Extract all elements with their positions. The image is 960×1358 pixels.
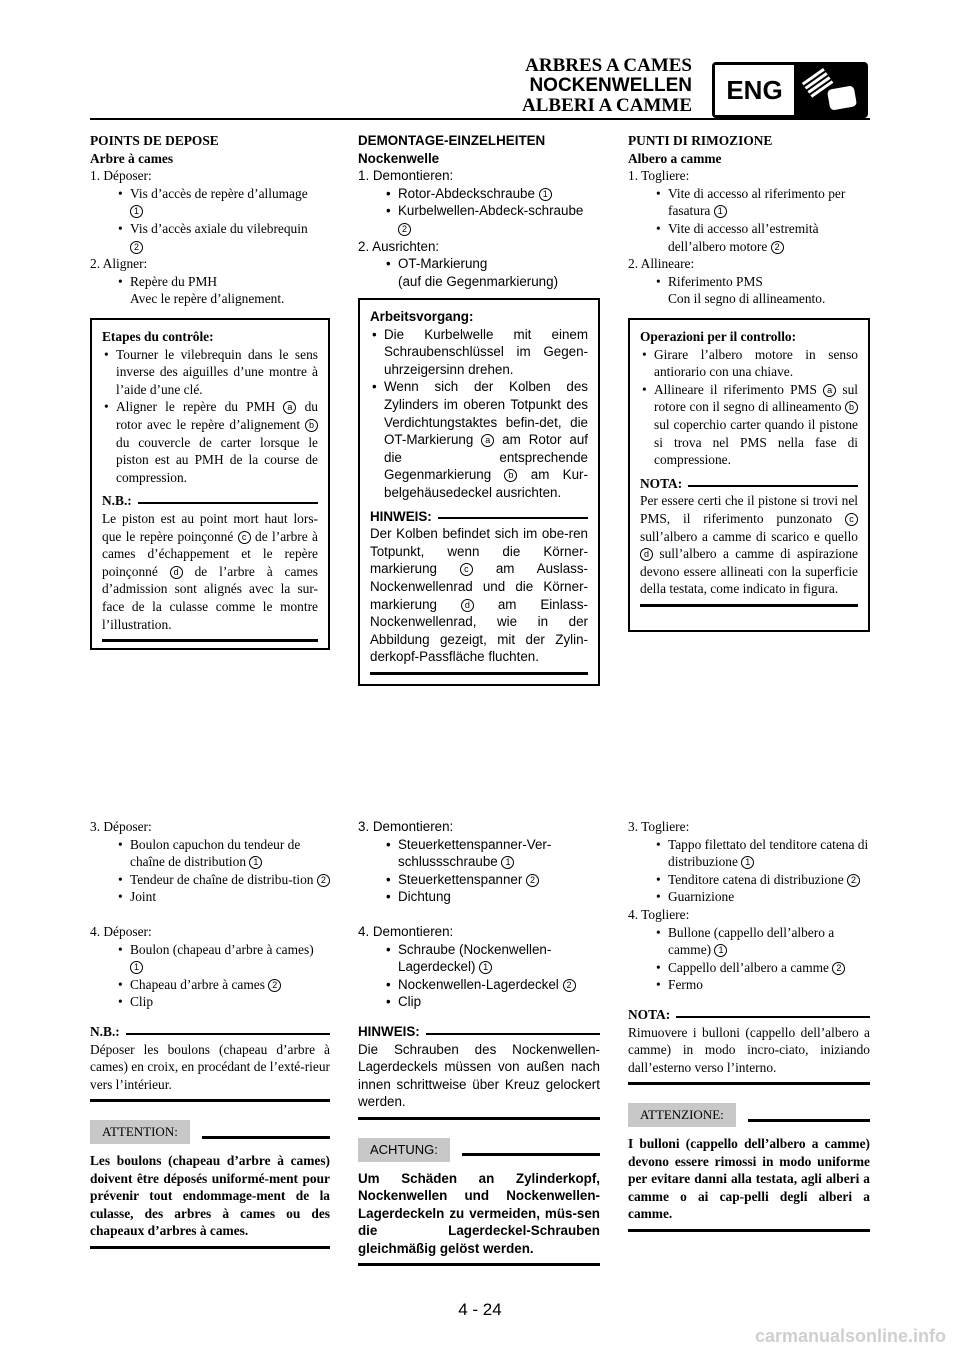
it-warn-text: I bulloni (cappello dell’albero a camme) devono essere rimossi in modo uniforme per evitare danni alla testata, agli alberi a camme o ai cap-pelli degli alberi a camme. [628,1135,870,1222]
it-step2-item1: • Riferimento PMS [628,273,868,291]
fr-step4-item1: • Boulon (chapeau d’arbre à cames) 1 [90,941,330,976]
it-note2-rule [628,1082,870,1085]
watermark: carmanualsonline.info [754,1326,946,1346]
engine-icon [797,65,865,115]
de-top [358,132,598,290]
fr-note-text: Le piston est au point mort haut lors-que le repère poinçonné c de l’arbre à cames d’échappement et le repère poinçonné d de l’arbre à cames d’admission sont alignés avec la sur-face de la culasse comme le montre l’illustration. [102,510,318,632]
it-step4-item3: • Fermo [628,976,870,994]
fr-check-box [90,318,330,650]
de-step2-item1b: (auf die Gegenmarkierung) [398,273,559,289]
it-step1: 1. Togliere: [628,168,690,184]
it-step4-item2: • Cappello dell’albero a camme 2 [628,959,870,977]
de-step2: 2. Ausrichten: [358,238,440,254]
fr-step3-item1: • Boulon capuchon du tendeur de chaîne de distribution 1 [90,836,330,871]
it-box-item1: • Girare l’albero motore in senso antiorario con una chiave. [640,346,858,381]
fr-step4-item2: • Chapeau d’arbre à cames 2 [90,976,330,994]
fr-box-item1: • Tourner le vilebrequin dans le sens inverse des aiguilles d’une montre à l’aide d’une clé. [102,346,318,399]
de-bottom [358,818,600,1266]
fr-box-rule [102,639,318,642]
section-titles [522,56,692,116]
fr-step4: 4. Déposer: [90,923,152,939]
de-warn-text: Um Schäden an Zylinderkopf, Nockenwellen und Nockenwellen-Lagerdeckeln zu vermeiden, müs-sen die Lagerdeckel-Schrauben gleichmäßig gelöst werden. [358,1170,600,1256]
header-rule [90,118,870,120]
page-number: 4 - 24 [458,1300,502,1319]
fr-warn-text: Les boulons (chapeau d’arbre à cames) doivent être déposés uniformé-ment pour prévenir tout endommage-ment de la culasse, des arbres à cames ou des chapeaux d’arbres à cames. [90,1152,330,1239]
de-note2-rule [358,1117,600,1120]
it-step3-item1: • Tappo filettato del tenditore catena di distribuzione 1 [628,836,870,871]
fr-bottom [90,818,330,1249]
fr-heading: POINTS DE DEPOSE [90,133,219,148]
de-step2-item1: • OT-Markierung [358,255,598,273]
de-note2-head: HINWEIS: [358,1023,600,1041]
de-warn-head: ACHTUNG: [358,1138,600,1162]
fr-box-title: Etapes du contrôle: [102,329,214,344]
fr-subheading: Arbre à cames [90,150,174,166]
fr-top [90,132,330,308]
de-step3-item2: • Steuerkettenspanner 2 [358,871,600,889]
de-step1-item2: • Kurbelwellen-Abdeck-schraube 2 [358,202,598,237]
fr-note2-text: Déposer les boulons (chapeau d’arbre à cames) en croix, en procédant de l’exté-rieur vers l’intérieur. [90,1041,330,1092]
de-box-item1: • Die Kurbelwelle mit einem Schraubenschlüssel im Gegen-uhrzeigersinn drehen. [370,326,588,379]
it-step3-item2: • Tenditore catena di distribuzione 2 [628,871,870,889]
fr-note-head: N.B.: [102,492,318,510]
it-top [628,132,868,308]
de-note2-text: Die Schrauben des Nockenwellen-Lagerdeckels müssen von außen nach innen schrittweise über Kreuz gelockert werden. [358,1041,600,1110]
de-check-box [358,298,600,686]
fr-note2-head: N.B.: [90,1023,330,1041]
it-note-head: NOTA: [640,475,858,493]
it-check-box [628,318,870,632]
de-step4-item1: • Schraube (Nockenwellen-Lagerdeckel) 1 [358,941,600,976]
it-heading: PUNTI DI RIMOZIONE [628,133,773,148]
de-step4: 4. Demontieren: [358,923,454,939]
de-step4-item2: • Nockenwellen-Lagerdeckel 2 [358,976,600,994]
de-step3: 3. Demontieren: [358,819,454,834]
de-subheading: Nockenwelle [358,150,440,166]
de-box-item2: • Wenn sich der Kolben des Zylinders im oberen Totpunkt des Verdichtungstaktes befin-det, die OT-Markierung a am Rotor auf die entsprechende Gegenmarkierung b am Kur-belgehäusedeckel ausrichten. [370,378,588,501]
it-step2: 2. Allineare: [628,256,695,272]
section-tag: ENG [715,65,797,115]
fr-step3-item2: • Tendeur de chaîne de distribu-tion 2 [90,871,330,889]
it-note-text: Per essere certi che il pistone si trovi nel PMS, il riferimento punzonato c sull’albero a camme di scarico e quello d sull’albero a camme di aspirazione devono essere allineati con la superficie della testata, come indicato in figura. [640,493,858,597]
de-step3-item3: • Dichtung [358,888,600,906]
title-it: ALBERI A CAMME [522,95,692,116]
title-fr: ARBRES A CAMES [525,55,692,76]
fr-step3-item3: • Joint [90,888,330,906]
de-step3-item1: • Steuerkettenspanner-Ver-schlussschraube 1 [358,836,600,871]
it-note2-head: NOTA: [628,1006,870,1024]
de-step4-item3: • Clip [358,993,600,1011]
fr-warn-rule [90,1246,330,1249]
it-warn-rule [628,1229,870,1232]
it-step1-item2: • Vite di accesso all’estremità dell’albero motore 2 [628,220,868,255]
fr-step1-item2: • Vis d’accès axiale du vilebrequin 2 [90,220,330,255]
it-step4-item1: • Bullone (cappello dell’albero a camme) 1 [628,924,870,959]
it-step1-item1: • Vite di accesso al riferimento per fasatura 1 [628,185,868,220]
it-box-title: Operazioni per il controllo: [640,329,797,344]
de-note-head: HINWEIS: [370,508,588,526]
marker-1: 1 [130,205,143,218]
de-note-text: Der Kolben befindet sich im obe-ren Totpunkt, wenn die Körner-markierung c am Auslass-Nockenwellenrad und die Körner-markierung d am Einlass-Nockenwellenrad, wie in der Abbildung gezeigt, mit der Zylin-derkopf-Passfläche fluchten. [370,526,588,665]
title-de: NOCKENWELLEN [529,75,692,96]
it-step4: 4. Togliere: [628,906,690,922]
de-step1-item1: • Rotor-Abdeckschraube 1 [358,185,598,203]
de-warn-rule [358,1263,600,1266]
fr-note2-rule [90,1099,330,1102]
fr-step1-item1: • Vis d’accès de repère d’allumage 1 [90,185,330,220]
section-tag-box [712,62,868,118]
it-note2-text: Rimuovere i bulloni (cappello dell’albero a camme) in modo incro-ciato, iniziando dall’esterno verso l’interno. [628,1024,870,1075]
it-bottom [628,818,870,1232]
fr-step2: 2. Aligner: [90,256,148,272]
fr-step4-item3: • Clip [90,993,330,1011]
de-box-title: Arbeitsvorgang: [370,309,474,324]
fr-step2-item1: • Repère du PMH [90,273,330,291]
it-box-item2: • Allineare il riferimento PMS a sul rotore con il segno di allineamento b sul coperchio carter quando il pistone si trova nel PMS nella fase di compressione. [640,381,858,469]
de-box-rule [370,672,588,675]
marker-2: 2 [130,241,143,254]
fr-step2-item1b: Avec le repère d’alignement. [130,291,285,307]
it-step3: 3. Togliere: [628,819,690,834]
fr-box-item2: • Aligner le repère du PMH a du rotor avec le repère d’alignement b du couvercle de carter lorsque le piston est au PMH de la course de compression. [102,398,318,486]
it-box-rule [640,604,858,607]
fr-step3: 3. Déposer: [90,819,152,834]
it-step2-item1b: Con il segno di allineamento. [668,291,826,307]
it-subheading: Albero a camme [628,150,722,166]
fr-warn-head: ATTENTION: [90,1120,330,1144]
it-warn-head: ATTENZIONE: [628,1103,870,1127]
fr-step1: 1. Déposer: [90,168,152,184]
de-heading: DEMONTAGE-EINZELHEITEN [358,133,546,148]
de-step1: 1. Demontieren: [358,168,454,184]
it-step3-item3: • Guarnizione [628,888,870,906]
